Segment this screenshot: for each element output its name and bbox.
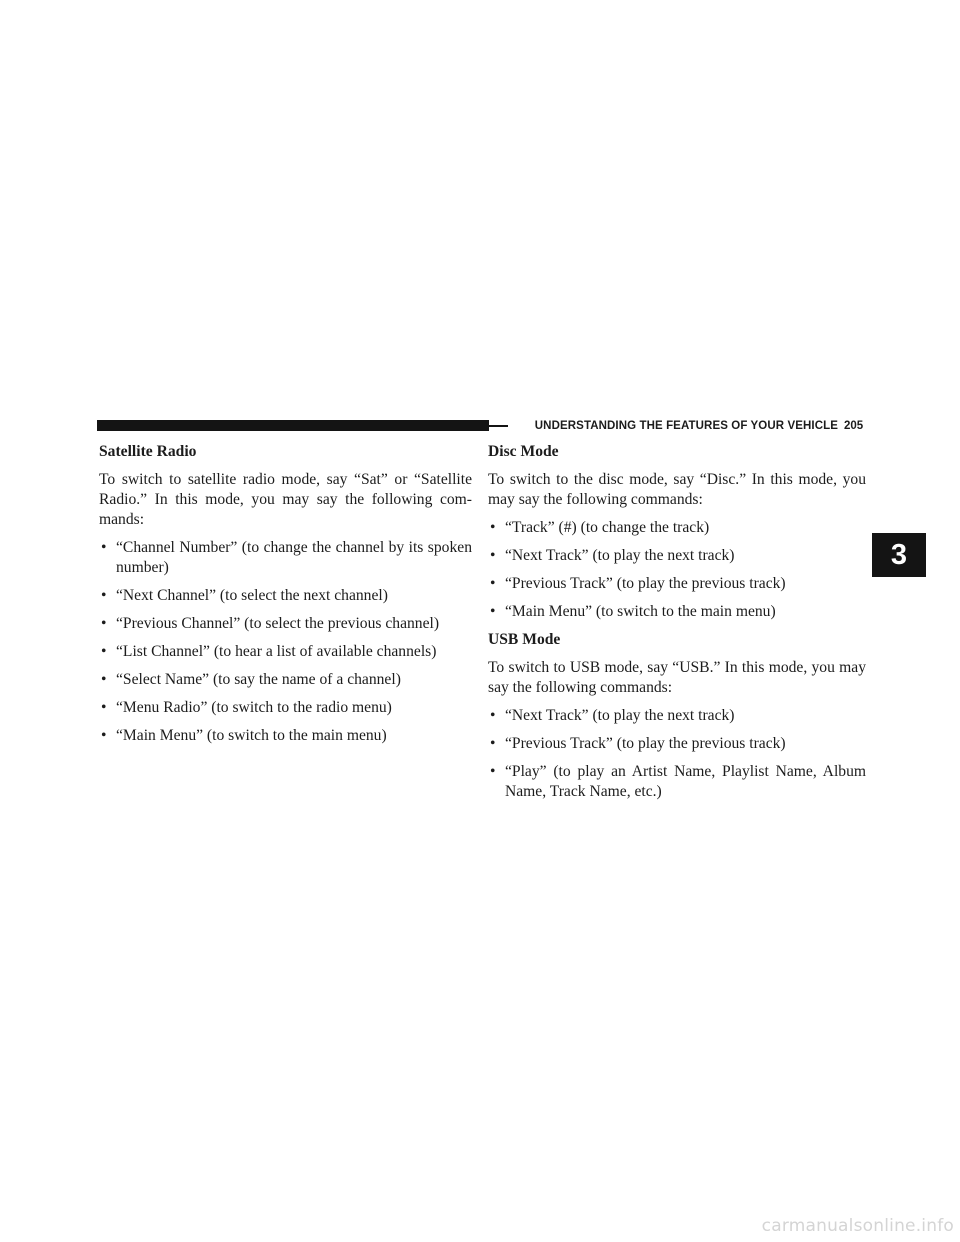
- list-item: • “Menu Radio” (to switch to the radio menu): [101, 699, 392, 716]
- left-column: [99, 442, 472, 754]
- bullet-icon: •: [490, 575, 496, 592]
- disc-mode-command-list: [488, 518, 866, 622]
- page-number: 205: [840, 419, 872, 433]
- list-item: • “Previous Channel” (to select the previous channel): [101, 615, 440, 632]
- bullet-icon: •: [490, 707, 496, 724]
- disc-mode-intro: To switch to the disc mode, say “Disc.” In this mode, you may say the following commands:: [488, 471, 866, 508]
- list-item: • “Channel Number” (to change the channel by its spoken number): [101, 539, 472, 576]
- right-column: [488, 442, 866, 810]
- chapter-tab: 3: [872, 533, 926, 577]
- bullet-icon: •: [490, 547, 496, 564]
- list-item: • “Next Track” (to play the next track): [490, 547, 735, 564]
- satellite-radio-command-list: [99, 538, 472, 746]
- watermark: carmanualsonline.info: [761, 1216, 954, 1236]
- section-heading-usb-mode: USB Mode: [488, 631, 561, 648]
- list-item: • “Next Channel” (to select the next channel): [101, 587, 388, 604]
- bullet-icon: •: [101, 539, 107, 556]
- running-header-title: UNDERSTANDING THE FEATURES OF YOUR VEHICLE: [508, 419, 842, 433]
- bullet-icon: •: [101, 671, 107, 688]
- bullet-icon: •: [101, 643, 107, 660]
- bullet-icon: •: [490, 603, 496, 620]
- bullet-icon: •: [490, 735, 496, 752]
- list-item: • “Previous Track” (to play the previous track): [490, 735, 786, 752]
- list-item: • “List Channel” (to hear a list of available channels): [101, 643, 437, 660]
- list-item: • “Main Menu” (to switch to the main menu): [101, 727, 387, 744]
- list-item: • “Next Track” (to play the next track): [490, 707, 735, 724]
- bullet-icon: •: [101, 699, 107, 716]
- bullet-icon: •: [490, 763, 496, 780]
- usb-mode-command-list: [488, 706, 866, 802]
- list-item: • “Play” (to play an Artist Name, Playlist Name, Album Name, Track Name, etc.): [490, 763, 866, 800]
- usb-mode-intro: To switch to USB mode, say “USB.” In this mode, you may say the following commands:: [488, 659, 866, 696]
- list-item: • “Main Menu” (to switch to the main menu): [490, 603, 776, 620]
- bullet-icon: •: [101, 587, 107, 604]
- section-heading-disc-mode: Disc Mode: [488, 443, 559, 460]
- satellite-radio-intro: To switch to satellite radio mode, say “Sat” or “Satellite Radio.” In this mode, you may say the following com- mands:: [99, 471, 472, 528]
- header-rule-thick: [97, 420, 489, 431]
- list-item: • “Track” (#) (to change the track): [490, 519, 710, 536]
- section-heading-satellite-radio: Satellite Radio: [99, 443, 197, 460]
- bullet-icon: •: [490, 519, 496, 536]
- list-item: • “Select Name” (to say the name of a channel): [101, 671, 401, 688]
- bullet-icon: •: [101, 727, 107, 744]
- list-item: • “Previous Track” (to play the previous track): [490, 575, 786, 592]
- bullet-icon: •: [101, 615, 107, 632]
